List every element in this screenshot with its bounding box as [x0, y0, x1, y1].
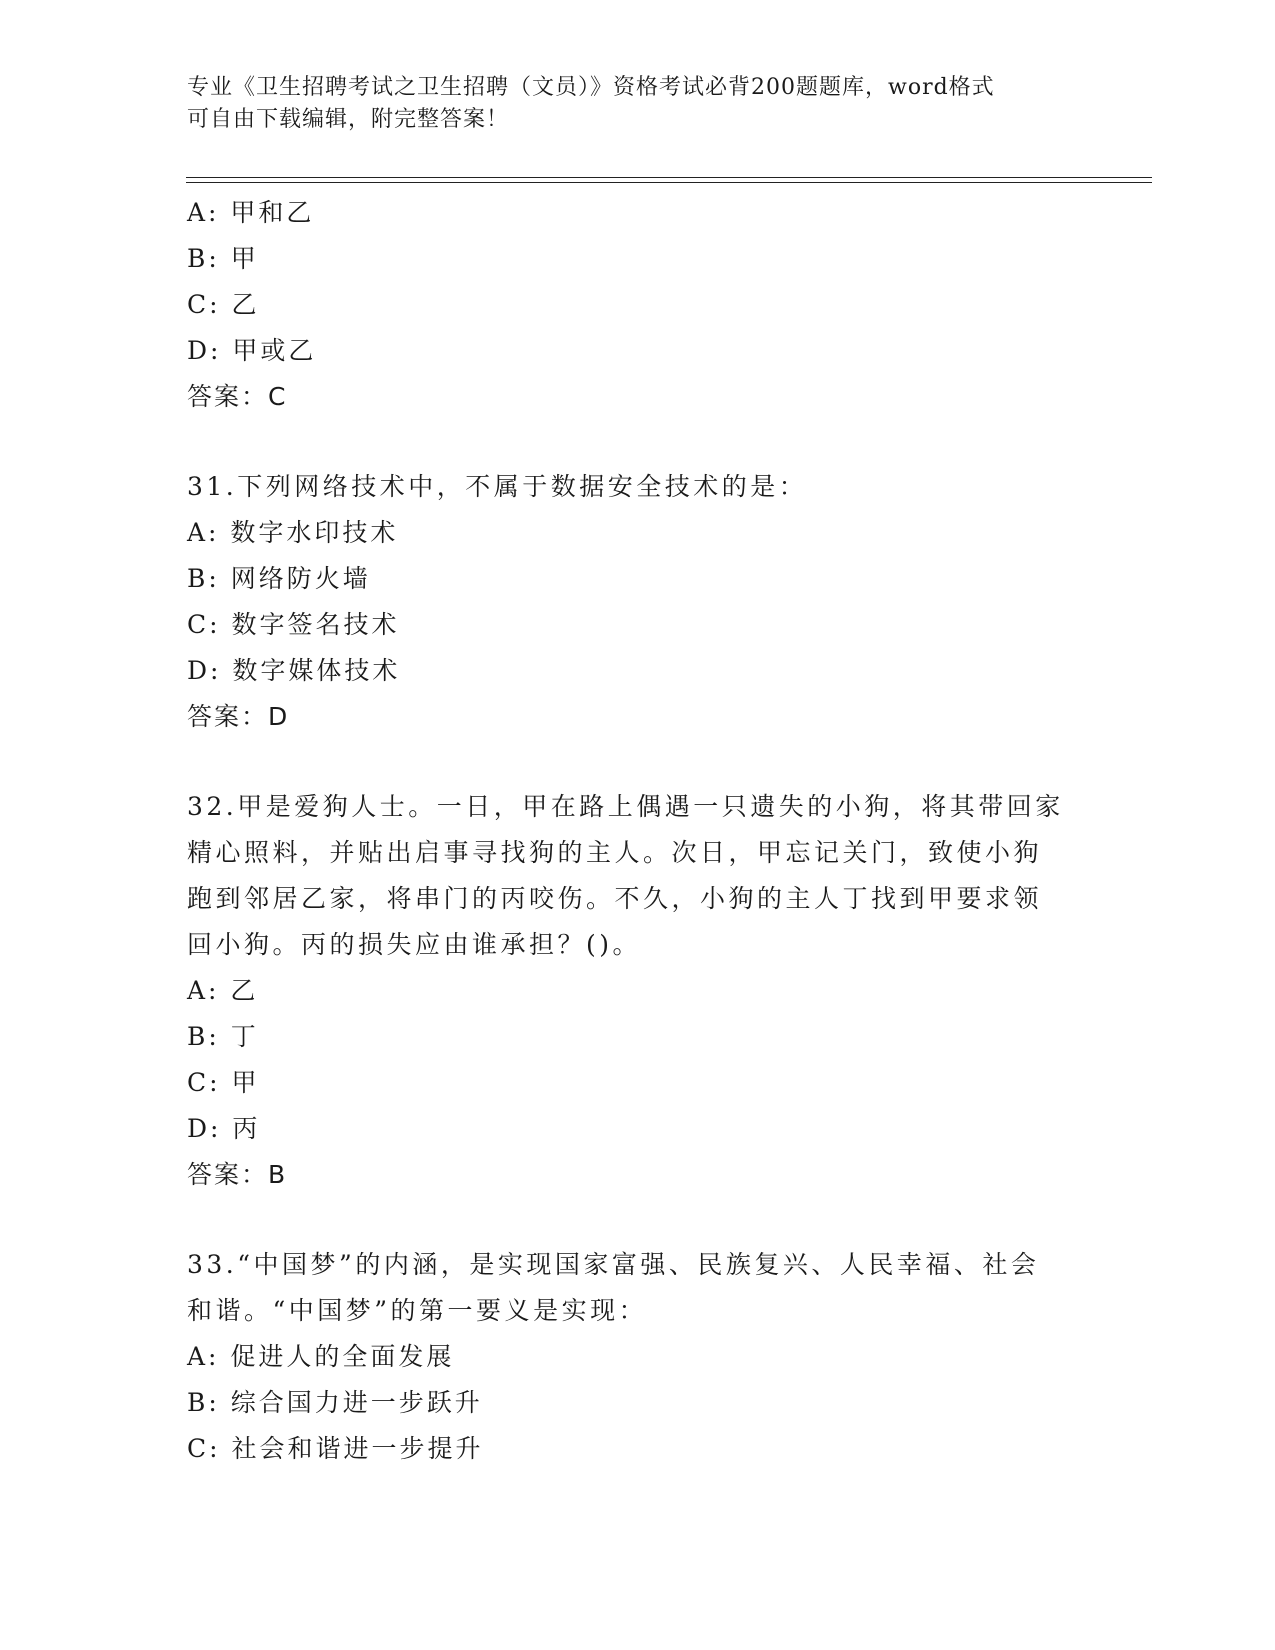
question-stem-line: 33.“中国梦”的内涵，是实现国家富强、民族复兴、人民幸福、社会	[187, 1250, 1040, 1279]
header-line-2: 可自由下载编辑，附完整答案！	[187, 107, 510, 132]
question-stem-line: 跑到邻居乙家，将串门的丙咬伤。不久，小狗的主人丁找到甲要求领	[187, 884, 1043, 913]
question-stem-line: 32.甲是爱狗人士。一日，甲在路上偶遇一只遗失的小狗，将其带回家	[187, 792, 1064, 821]
answer-line: 答案：D	[187, 702, 290, 731]
question-stem-line: 精心照料，并贴出启事寻找狗的主人。次日，甲忘记关门，致使小狗	[187, 838, 1043, 867]
header-rule-bottom	[186, 182, 1152, 183]
option-b: B: 网络防火墙	[187, 564, 371, 593]
option-b: B: 综合国力进一步跃升	[187, 1388, 483, 1417]
question-list	[187, 190, 1087, 1472]
question-stem-line: 回小狗。丙的损失应由谁承担？()。	[187, 930, 642, 959]
option-b: B: 甲	[187, 244, 259, 273]
option-a: A: 促进人的全面发展	[187, 1342, 455, 1371]
answer-line: 答案：B	[187, 1160, 288, 1189]
answer-line: 答案：C	[187, 382, 288, 411]
spacer	[187, 1198, 1087, 1242]
option-c: C: 数字签名技术	[187, 610, 400, 639]
option-c: C: 社会和谐进一步提升	[187, 1434, 484, 1463]
spacer	[187, 740, 1087, 784]
header-rule-top	[186, 177, 1152, 178]
question-stem: 31.下列网络技术中，不属于数据安全技术的是：	[187, 472, 808, 501]
question-31	[187, 464, 1087, 740]
option-d: D: 数字媒体技术	[187, 656, 401, 685]
option-a: A: 甲和乙	[187, 198, 315, 227]
option-b: B: 丁	[187, 1022, 259, 1051]
question-32	[187, 784, 1087, 1198]
option-a: A: 数字水印技术	[187, 518, 399, 547]
option-d: D: 甲或乙	[187, 336, 317, 365]
option-a: A: 乙	[187, 976, 259, 1005]
question-stem-line: 和谐。“中国梦”的第一要义是实现：	[187, 1296, 648, 1325]
question-30	[187, 190, 1087, 420]
spacer	[187, 420, 1087, 464]
option-d: D: 丙	[187, 1114, 261, 1143]
option-c: C: 甲	[187, 1068, 260, 1097]
question-33	[187, 1242, 1087, 1472]
option-c: C: 乙	[187, 290, 260, 319]
header-line-1: 专业《卫生招聘考试之卫生招聘（文员）》资格考试必背200题题库，word格式	[187, 75, 995, 100]
document-header	[187, 72, 1087, 136]
